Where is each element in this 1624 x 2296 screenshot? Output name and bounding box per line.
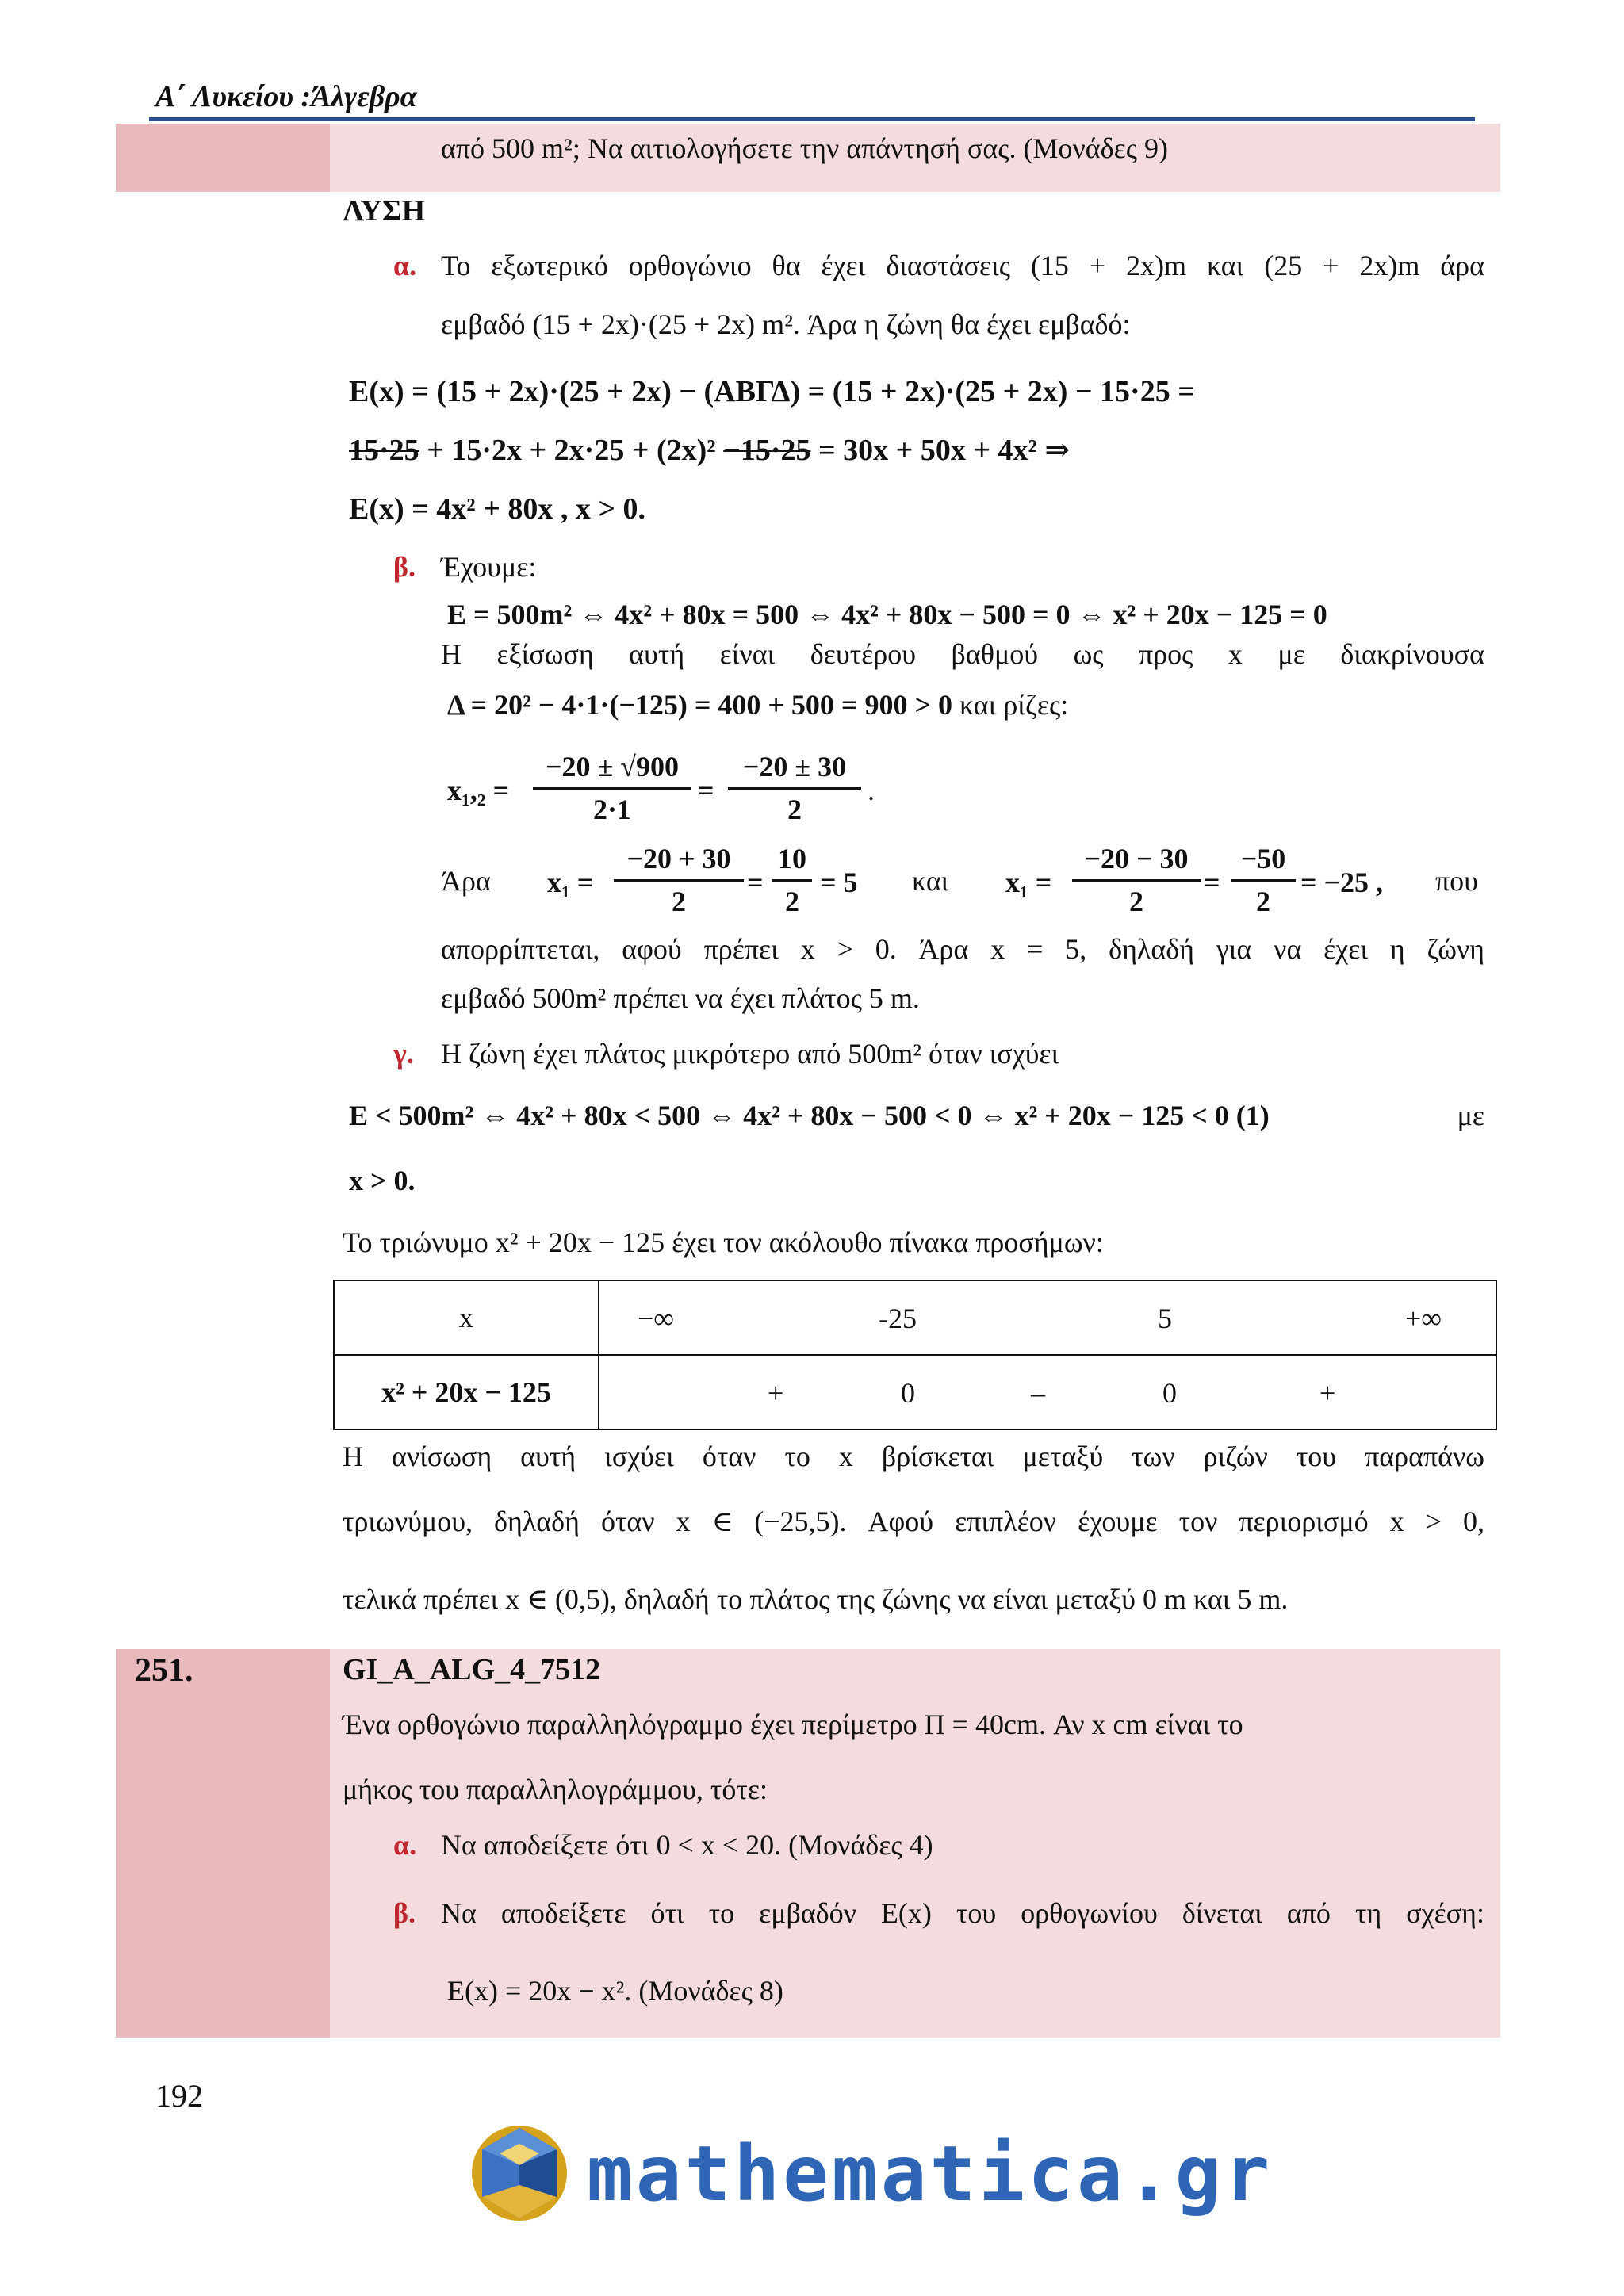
sign-value: 0 xyxy=(901,1377,915,1409)
prev-question-tail: από 500 m²; Να αιτιολογήσετε την απάντησή σας. (Μονάδες 9) xyxy=(441,132,1168,164)
fraction-numerator: −20 ± 30 xyxy=(742,751,847,783)
fraction-bar xyxy=(1231,879,1296,882)
value-pos-infinity: +∞ xyxy=(1405,1303,1442,1334)
fraction-denominator: 2 xyxy=(1129,886,1143,918)
x1-lhs: x₁ = xyxy=(547,867,594,898)
header-rule xyxy=(149,117,1475,121)
fraction-numerator: −20 + 30 xyxy=(626,843,731,874)
page-number: 192 xyxy=(155,2078,203,2114)
roots-fraction-1 xyxy=(533,750,691,827)
question-b-text: Να αποδείξετε ότι το εμβαδόν E(x) του ορθογωνίου δίνεται από τη σχέση: xyxy=(441,1897,1484,1929)
fraction-denominator: 2 xyxy=(672,886,686,918)
question-code: GI_A_ALG_4_7512 xyxy=(343,1653,601,1686)
solution-b-text1: Η εξίσωση αυτή είναι δευτέρου βαθμού ως προς x με διακρίνουσα xyxy=(441,638,1484,670)
solution-b-eq1: E = 500m² ⇔ 4x² + 80x = 500 ⇔ 4x² + 80x − 500 = 0 ⇔ x² + 20x − 125 = 0 xyxy=(447,599,1327,630)
solution-c-eq1-row xyxy=(349,1099,1484,1133)
solution-c-marker: γ. xyxy=(393,1038,414,1070)
fraction-bar xyxy=(614,879,744,882)
table-row xyxy=(334,1280,1496,1355)
x2-fraction-2 xyxy=(1231,842,1296,919)
after-line1: Η ανίσωση αυτή ισχύει όταν το x βρίσκεται μεταξύ των ριζών του παραπάνω xyxy=(343,1441,1484,1472)
x2-result: = −25 , xyxy=(1300,867,1384,898)
question-a-marker: α. xyxy=(393,1829,417,1861)
solution-label: ΛΥΣΗ xyxy=(343,194,426,228)
solution-b-marker: β. xyxy=(393,551,416,583)
prev-question-number-cell xyxy=(116,124,330,192)
x1-fraction-2 xyxy=(772,842,812,919)
question-line2: μήκος του παραλληλογράμμου, τότε: xyxy=(343,1774,768,1805)
table-values-x xyxy=(599,1280,1496,1355)
after-line3: τελικά πρέπει x ∈ (0,5), δηλαδή το πλάτος της ζώνης να είναι μεταξύ 0 m και 5 m. xyxy=(343,1583,1289,1615)
fraction-numerator: −50 xyxy=(1240,843,1286,874)
solution-c-line1: Η ζώνη έχει πλάτος μικρότερο από 500m² όταν ισχύει xyxy=(441,1038,1059,1070)
kai-word: και xyxy=(912,865,949,897)
eq2-end: = 30x + 50x + 4x² ⇒ xyxy=(810,434,1071,467)
fraction-bar xyxy=(1072,879,1201,882)
sign-table xyxy=(333,1280,1497,1430)
question-number-cell xyxy=(116,1649,330,2038)
value-root-2: 5 xyxy=(1158,1303,1172,1334)
solution-a-line1: Το εξωτερικό ορθογώνιο θα έχει διαστάσεις (15 + 2x)m και (25 + 2x)m άρα xyxy=(441,250,1484,281)
x1-fraction-1 xyxy=(614,842,744,919)
fraction-denominator: 2 xyxy=(787,794,802,826)
x2-fraction-1 xyxy=(1072,842,1201,919)
question-b-marker: β. xyxy=(393,1897,416,1929)
cancelled-term: −15·25 xyxy=(723,434,811,467)
solution-a-eq1: E(x) = (15 + 2x)·(25 + 2x) − (ΑΒΓΔ) = (15 + 2x)·(25 + 2x) − 15·25 = xyxy=(349,375,1195,408)
solution-b-disc-line xyxy=(447,688,1068,722)
table-values-sign xyxy=(599,1355,1496,1429)
ara-word: Άρα xyxy=(441,865,491,897)
fraction-denominator: 2 xyxy=(1256,886,1270,918)
fraction-bar xyxy=(728,787,861,790)
table-header-x: x xyxy=(334,1280,599,1355)
table-header-trinomial: x² + 20x − 125 xyxy=(334,1355,599,1429)
pou-word: που xyxy=(1435,865,1478,897)
sign-value: + xyxy=(1320,1377,1336,1409)
discriminant: Δ = 20² − 4·1·(−125) = 400 + 500 = 900 > 0 xyxy=(447,689,952,721)
solution-c-eq1: E < 500m² ⇔ 4x² + 80x < 500 ⇔ 4x² + 80x − 500 < 0 ⇔ x² + 20x − 125 < 0 (1) xyxy=(349,1100,1270,1131)
question-number: 251. xyxy=(135,1652,193,1689)
question-line1: Ένα ορθογώνιο παραλληλόγραμμο έχει περίμετρο Π = 40cm. Αν x cm είναι το xyxy=(343,1709,1243,1740)
solution-b-intro: Έχουμε: xyxy=(441,551,537,583)
fraction-numerator: 10 xyxy=(778,843,806,874)
logo-text: mathematica.gr xyxy=(587,2130,1274,2218)
solution-a-eq3: E(x) = 4x² + 80x , x > 0. xyxy=(349,492,646,526)
solution-c-eq1-tail: με xyxy=(1457,1100,1484,1131)
x2-lhs: x₁ = xyxy=(1005,867,1052,898)
after-line2: τριωνύμου, δηλαδή όταν x ∈ (−25,5). Αφού επιπλέον έχουμε τον περιορισμό x > 0, xyxy=(343,1506,1484,1537)
x1-result: = 5 xyxy=(820,867,858,898)
solution-a-marker: α. xyxy=(393,250,417,281)
x2-equals: = xyxy=(1204,867,1220,898)
solution-b-text2: απορρίπτεται, αφού πρέπει x > 0. Άρα x = 5, δηλαδή για να έχει η ζώνη xyxy=(441,933,1484,965)
solution-c-eq2: x > 0. xyxy=(349,1165,416,1196)
question-b-eq: E(x) = 20x − x². (Μονάδες 8) xyxy=(447,1975,783,2007)
solution-a-line2: εμβαδό (15 + 2x)·(25 + 2x) m². Άρα η ζώνη θα έχει εμβαδό: xyxy=(441,308,1131,340)
roots-fraction-2 xyxy=(728,750,861,827)
roots-lhs: x₁,₂ = xyxy=(447,775,510,806)
trinomial-intro: Το τριώνυμο x² + 20x − 125 έχει τον ακόλουθο πίνακα προσήμων: xyxy=(343,1226,1104,1258)
value-root-1: -25 xyxy=(879,1303,917,1334)
fraction-bar xyxy=(533,787,691,790)
disc-tail: και ρίζες: xyxy=(959,689,1069,721)
question-a-text: Να αποδείξετε ότι 0 < x < 20. (Μονάδες 4) xyxy=(441,1829,933,1861)
fraction-numerator: −20 ± √900 xyxy=(545,751,680,783)
value-neg-infinity: −∞ xyxy=(638,1303,674,1334)
fraction-numerator: −20 − 30 xyxy=(1084,843,1189,874)
roots-equals: = xyxy=(698,775,714,806)
roots-period: . xyxy=(868,775,875,806)
sign-value: + xyxy=(768,1377,784,1409)
fraction-bar xyxy=(772,879,812,882)
fraction-denominator: 2 xyxy=(785,886,799,918)
fraction-denominator: 2·1 xyxy=(592,794,631,826)
eq2-middle: + 15·2x + 2x·25 + (2x)² xyxy=(419,434,724,467)
sign-value: – xyxy=(1031,1377,1045,1409)
table-row xyxy=(334,1355,1496,1429)
sign-value: 0 xyxy=(1162,1377,1177,1409)
solution-a-eq2 xyxy=(349,433,1070,469)
polyhedron-logo-icon xyxy=(468,2122,571,2225)
cancelled-term: 15·25 xyxy=(349,434,419,467)
x1-equals: = xyxy=(747,867,764,898)
running-header: Α΄ Λυκείου :Άλγεβρα xyxy=(155,80,417,113)
solution-b-text3: εμβαδό 500m² πρέπει να έχει πλάτος 5 m. xyxy=(441,982,920,1014)
